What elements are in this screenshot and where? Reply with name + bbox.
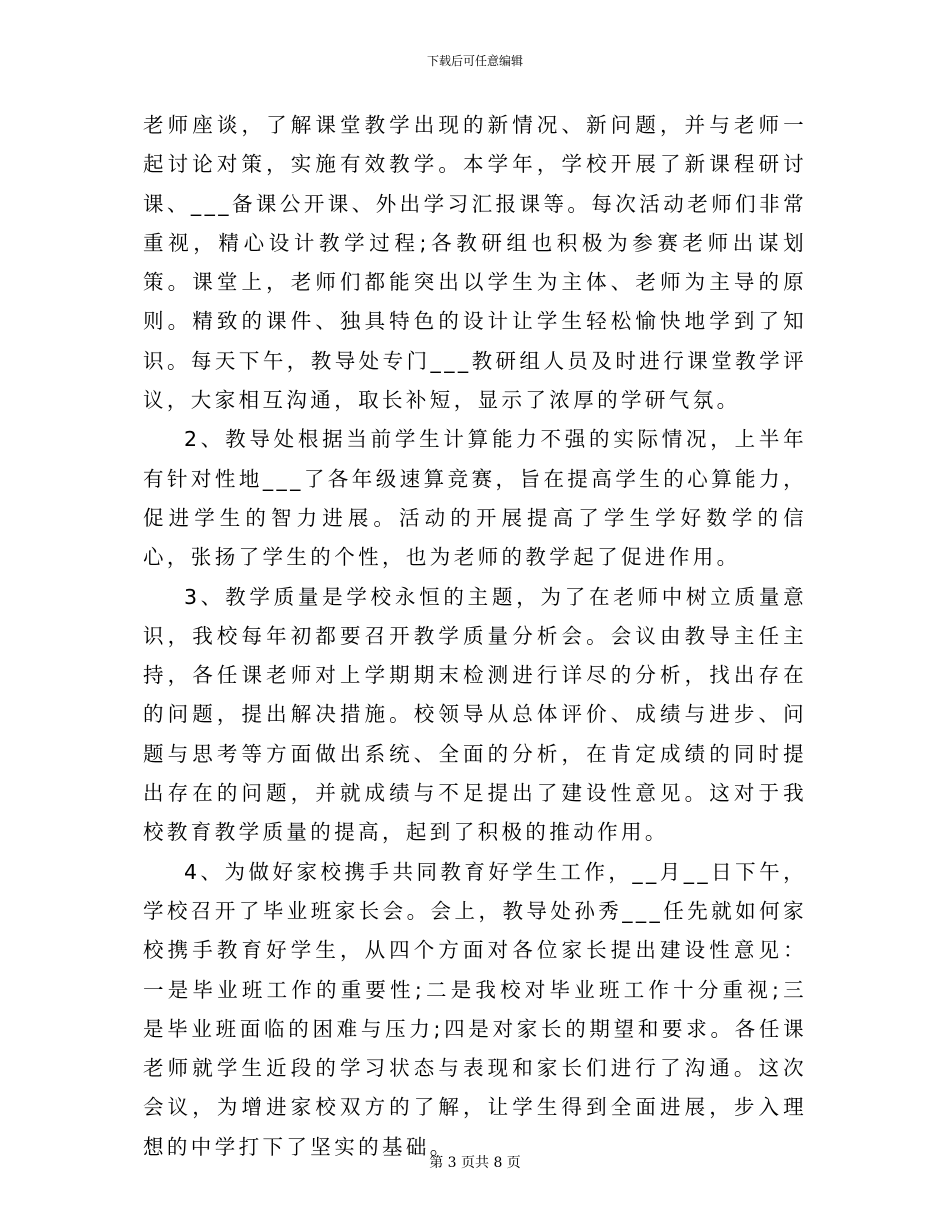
paragraph-2: 2、教导处根据当前学生计算能力不强的实际情况，上半年有针对性地___了各年级速算竞赛，旨在提高学生的心算能力，促进学生的智力进展。活动的开展提高了学生学好数学的信心，张扬了学生的个性，也为老师的教学起了促进作用。 — [143, 427, 807, 570]
paragraph-continued: 老师座谈，了解课堂教学出现的新情况、新问题，并与老师一起讨论对策，实施有效教学。本学年，学校开展了新课程研讨课、___备课公开课、外出学习汇报课等。每次活动老师们非常重视，精心设计教学过程;各教研组也积极为参赛老师出谋划策。课堂上，老师们都能突出以学生为主体、老师为主导的原则。精致的课件、独具特色的设计让学生轻松愉快地学到了知识。每天下午，教导处专门___教研组人员及时进行课堂教学评议，大家相互沟通，取长补短，显示了浓厚的学研气氛。 — [143, 113, 807, 413]
document-body — [143, 106, 807, 1167]
page-header: 下载后可任意编辑 — [426, 54, 523, 68]
page-footer: 第 3 页共 8 页 — [429, 1155, 521, 1171]
paragraph-3: 3、教学质量是学校永恒的主题，为了在老师中树立质量意识，我校每年初都要召开教学质量分析会。会议由教导主任主持，各任课老师对上学期期末检测进行详尽的分析，找出存在的问题，提出解决措施。校领导从总体评价、成绩与进步、问题与思考等方面做出系统、全面的分析，在肯定成绩的同时提出存在的问题，并就成绩与不足提出了建设性意见。这对于我校教育教学质量的提高，起到了积极的推动作用。 — [143, 584, 807, 845]
paragraph-4: 4、为做好家校携手共同教育好学生工作，__月__日下午，学校召开了毕业班家长会。会上，教导处孙秀___任先就如何家校携手教育好学生，从四个方面对各位家长提出建设性意见：一是毕业班工作的重要性;二是我校对毕业班工作十分重视;三是毕业班面临的困难与压力;四是对家长的期望和要求。各任课老师就学生近段的学习状态与表现和家长们进行了沟通。这次会议，为增进家校双方的了解，让学生得到全面进展，步入理想的中学打下了坚实的基础。 — [143, 859, 807, 1159]
